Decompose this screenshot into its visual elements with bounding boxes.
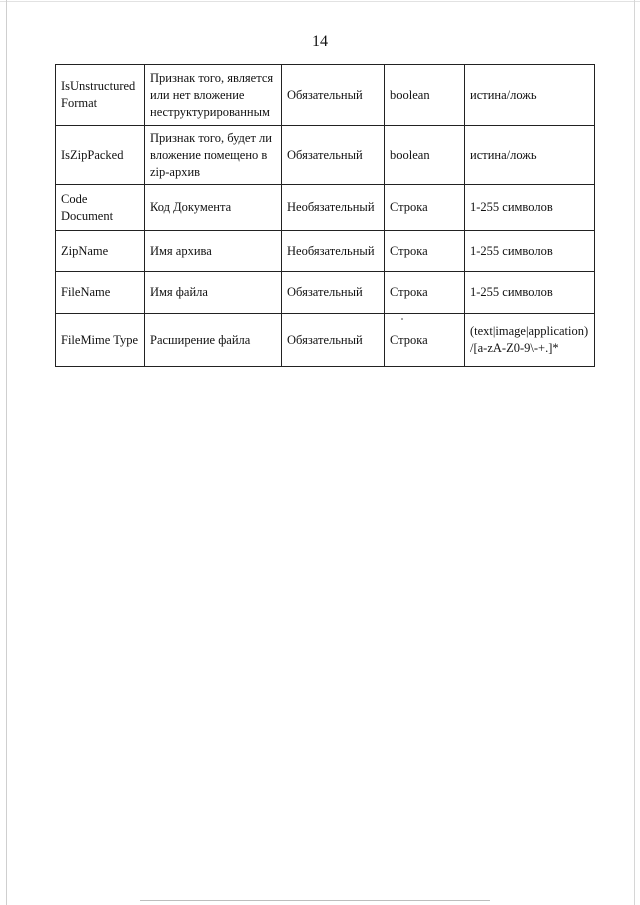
table-row — [56, 272, 595, 314]
field-type-cell: Строка — [385, 231, 465, 272]
field-description-cell: Имя архива — [145, 231, 282, 272]
field-required-cell: Обязательный — [282, 314, 385, 367]
page-edge-bottom — [140, 900, 490, 901]
field-name-cell: FileName — [56, 272, 145, 314]
field-format-cell: 1-255 символов — [465, 272, 595, 314]
field-format-cell: 1-255 символов — [465, 231, 595, 272]
field-required-cell: Необязательный — [282, 231, 385, 272]
field-required-cell: Обязательный — [282, 272, 385, 314]
field-name-cell: IsZipPacked — [56, 126, 145, 185]
page-edge-left — [6, 0, 7, 905]
page-number: 14 — [312, 33, 328, 50]
field-type-cell: boolean — [385, 65, 465, 126]
field-format-cell: 1-255 символов — [465, 185, 595, 231]
field-description-cell: Признак того, будет ли вложение помещено в zip-архив — [145, 126, 282, 185]
fields-table — [55, 64, 595, 367]
field-type-cell: Строка — [385, 185, 465, 231]
field-type-cell: Строка — [385, 314, 465, 367]
field-format-cell: истина/ложь — [465, 126, 595, 185]
field-format-cell: истина/ложь — [465, 65, 595, 126]
field-required-cell: Необязательный — [282, 185, 385, 231]
field-description-cell: Код Документа — [145, 185, 282, 231]
field-description-cell: Признак того, является или нет вложение неструктурированным — [145, 65, 282, 126]
table-row — [56, 126, 595, 185]
page-edge-top — [0, 1, 640, 2]
field-name-cell: ZipName — [56, 231, 145, 272]
scan-speck — [401, 318, 403, 320]
page-edge-right — [634, 0, 635, 905]
field-description-cell: Расширение файла — [145, 314, 282, 367]
table-row — [56, 185, 595, 231]
field-name-cell: IsUnstructured Format — [56, 65, 145, 126]
field-type-cell: boolean — [385, 126, 465, 185]
table-row — [56, 314, 595, 367]
field-required-cell: Обязательный — [282, 65, 385, 126]
field-format-cell: (text|image|application) /[a-zA-Z0-9\-+.]* — [465, 314, 595, 367]
field-type-cell: Строка — [385, 272, 465, 314]
field-name-cell: Code Document — [56, 185, 145, 231]
field-name-cell: FileMime Type — [56, 314, 145, 367]
field-required-cell: Обязательный — [282, 126, 385, 185]
table-row — [56, 231, 595, 272]
table-row — [56, 65, 595, 126]
field-description-cell: Имя файла — [145, 272, 282, 314]
